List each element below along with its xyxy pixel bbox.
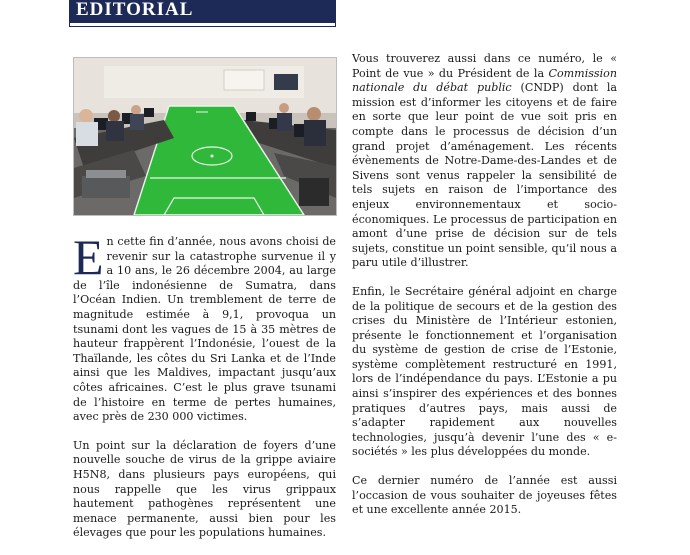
right-column: [352, 52, 617, 532]
left-column: [73, 229, 336, 555]
photo-illustration: [74, 58, 336, 215]
greetings-paragraph: Ce dernier numéro de l’année est aussi l’occasion de vous souhaiter de joyeuses fêtes et une excellente année 2015.: [352, 474, 617, 517]
avian-flu-paragraph: Un point sur la déclaration de foyers d’une nouvelle souche de virus de la grippe aviaire H5N8, dans plusieurs pays européens, qui nous rappelle que les virus grippaux hautement pathogènes représentent une menace permanente, aussi bien pour les élevages que pour les populations humaines.: [73, 438, 336, 540]
crisis-room-photo: [73, 57, 337, 216]
estonia-paragraph: Enfin, le Secrétaire général adjoint en charge de la politique de secours et de la gestion des crises du Ministère de l’Intérieur estonien, présente le fonctionnement et l’organisation du système de gestion de crise de l’Estonie, système complètement restructuré en 1991, lors de l’indépendance du pays. L’Estonie a pu ainsi s’inspirer des expériences et des bonnes pratiques d’autres pays, mais aussi de s’adapter rapidement aux nouvelles technologies, jusqu’à devenir l’une des « e-sociétés » les plus développées du monde.: [352, 284, 617, 459]
section-header: [70, 0, 335, 26]
tsunami-text: n cette fin d’année, nous avons choisi de revenir sur la catastrophe survenue il y a 10 ans, le 26 décembre 2004, au large de l’île indonésienne de Sumatra, dans l’Océan Indien. Un tremblement de terre de magnitude estimée à 9,1, provoqua un tsunami dont les vagues de 15 à 35 mètres de hauteur frappèrent l’Indonésie, l’ouest de la Thaïlande, les côtes du Sri Lanka et de l’Inde ainsi que les Maldives, impactant jusqu’aux côtes africaines. C’est le plus grave tsunami de l’histoire en terme de pertes humaines, avec près de 230 000 victimes.: [73, 235, 336, 424]
cndp-paragraph: Vous trouverez aussi dans ce numéro, le « Point de vue » du Président de la Commission nationale du débat public (CNDP) dont la mission est d’informer les citoyens et de faire en sorte que leur point de vue soit pris en compte dans le processus de décision d’un grand projet d’aménagement. Les récents évènements de Notre-Dame-des-Landes et de Sivens sont venus rappeler la sensibilité de tels sujets en raison de l’importance des enjeux environnementaux et socio-économiques. Le processus de participation en amont d’une prise de décision sur de tels sujets, constitue un point sensible, qu’il nous a paru utile d’illustrer.: [352, 52, 617, 270]
tsunami-paragraph: [73, 229, 336, 425]
section-title: EDITORIAL: [76, 0, 194, 20]
drop-cap: E: [73, 229, 104, 285]
cndp-name: Commission nationale du débat public: [352, 66, 617, 95]
